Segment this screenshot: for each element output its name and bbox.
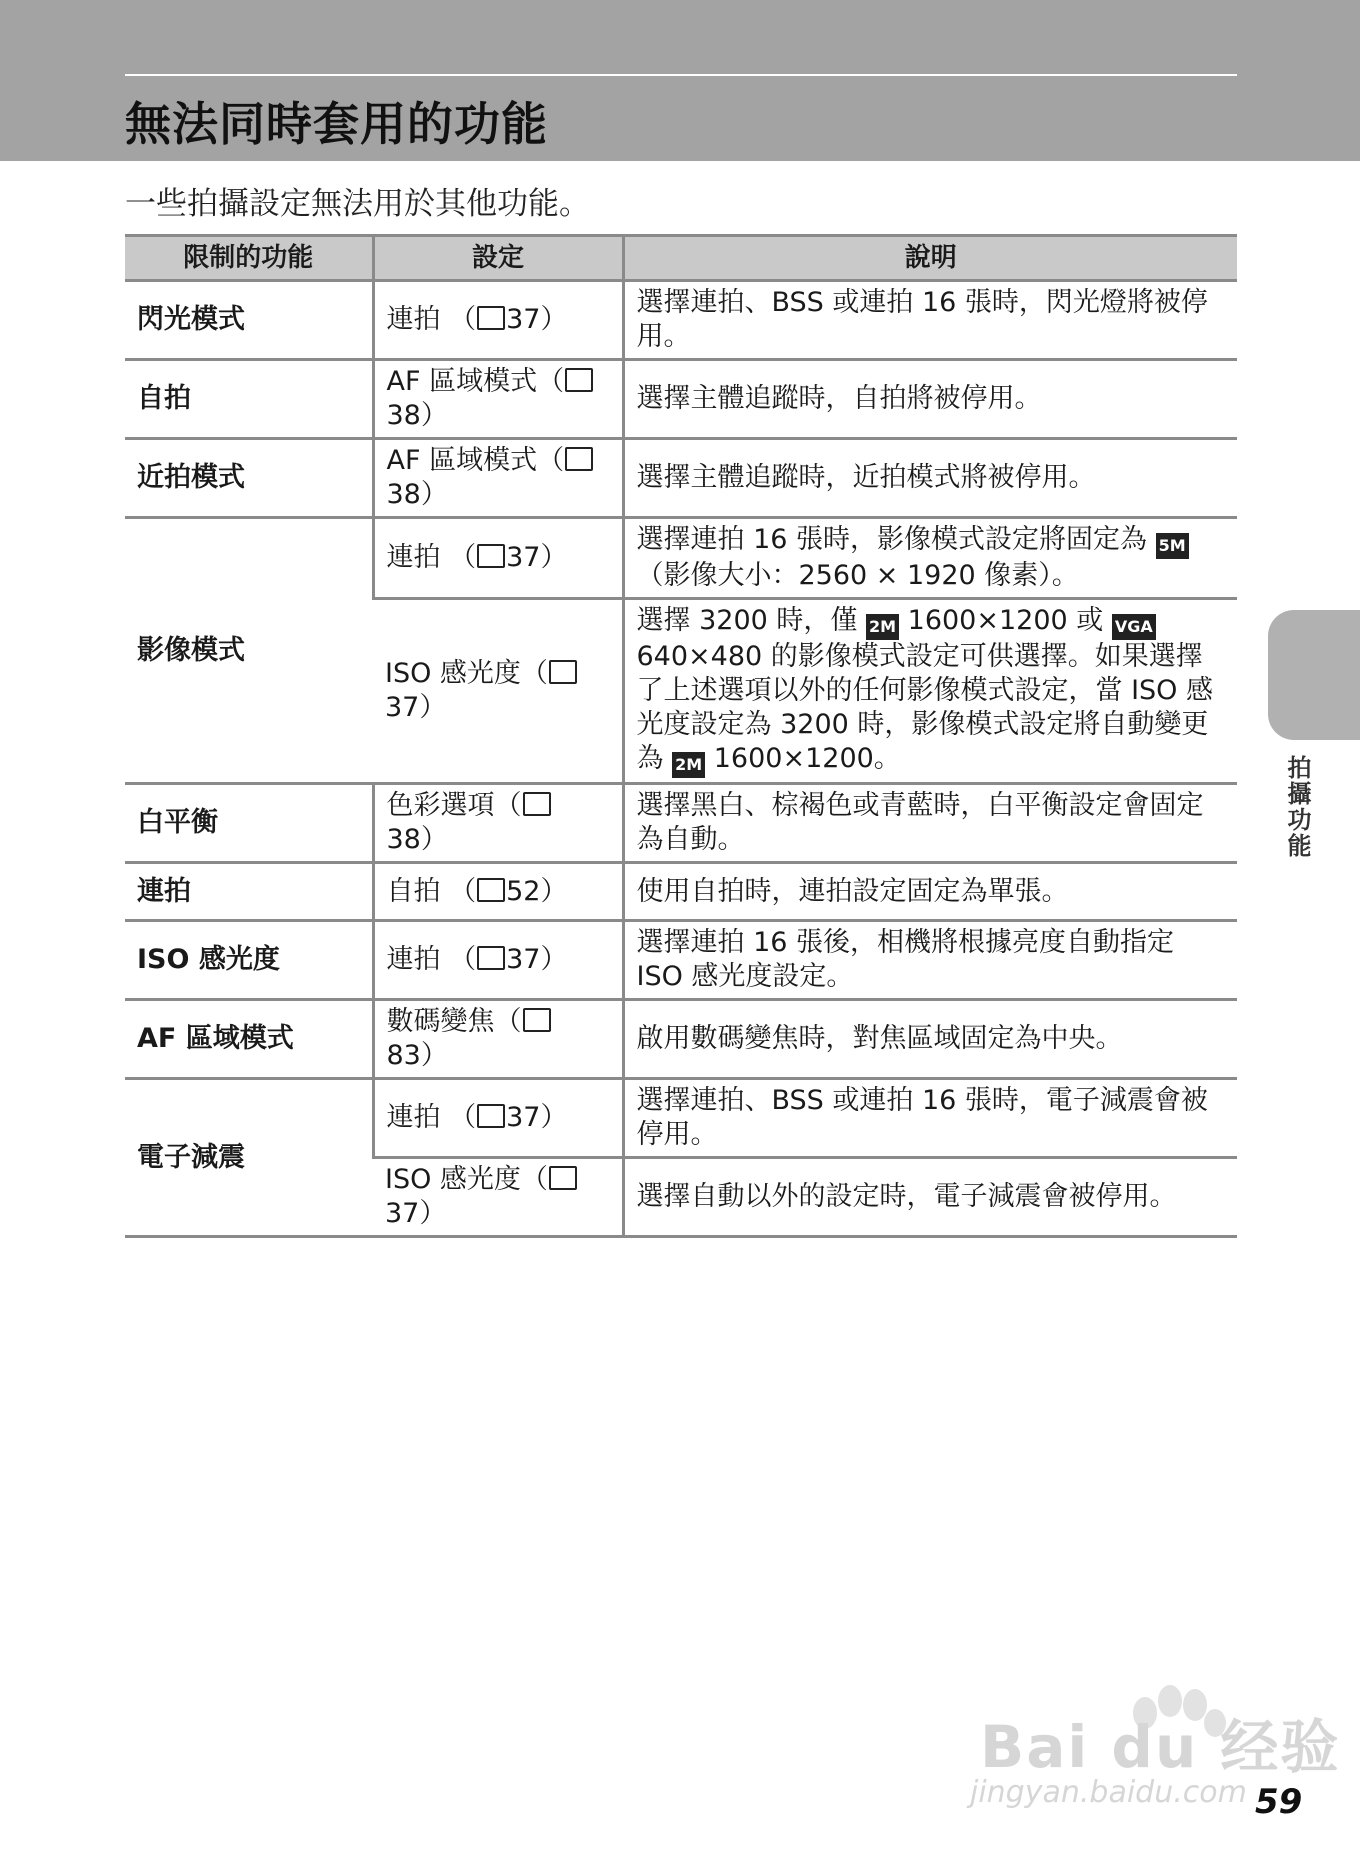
setting-cell	[373, 439, 623, 518]
image-mode-2m-icon: 2M	[672, 752, 705, 778]
setting-close: ）	[420, 479, 448, 510]
setting-text: 數碼變焦（	[386, 1006, 522, 1037]
table-row	[125, 281, 1237, 360]
table-row	[125, 921, 1237, 1000]
function-cell: ISO 感光度	[125, 921, 373, 1000]
setting-close: ）	[540, 542, 568, 573]
function-cell: 近拍模式	[125, 439, 373, 518]
function-cell: 影像模式	[125, 518, 373, 784]
page-ref: 38	[386, 824, 421, 855]
setting-close: ）	[540, 1102, 568, 1133]
setting-cell	[373, 360, 623, 439]
setting-text: 連拍 （	[386, 542, 477, 573]
setting-text: AF 區域模式（	[386, 366, 565, 397]
function-cell: 電子減震	[125, 1079, 373, 1237]
description-text: 選擇連拍 16 張時，影像模式設定將固定為	[636, 524, 1148, 555]
setting-text: 連拍 （	[386, 304, 477, 335]
description-cell: 選擇連拍、BSS 或連拍 16 張時，閃光燈將被停用。	[623, 281, 1237, 360]
header-setting: 設定	[373, 236, 623, 281]
description-cell	[623, 518, 1237, 599]
manual-ref-icon	[477, 544, 505, 568]
setting-cell	[373, 599, 623, 784]
watermark-logo: Bai du 经验	[980, 1713, 1341, 1781]
setting-cell	[373, 784, 623, 863]
page-title: 無法同時套用的功能	[125, 97, 548, 151]
description-text: 選擇 3200 時，僅	[636, 605, 858, 636]
setting-close: ）	[540, 875, 568, 907]
page-ref: 37	[385, 692, 420, 723]
description-cell: 選擇連拍、BSS 或連拍 16 張時，電子減震會被停用。	[623, 1079, 1237, 1158]
table-row	[125, 360, 1237, 439]
page-ref: 37	[506, 542, 541, 573]
description-text: 1600×1200 或	[907, 605, 1104, 636]
image-mode-5m-icon: 5M	[1156, 533, 1189, 559]
page-ref: 38	[386, 479, 421, 510]
setting-close: ）	[420, 1040, 448, 1071]
setting-cell	[373, 1079, 623, 1158]
setting-close: ）	[420, 824, 448, 855]
function-cell: 閃光模式	[125, 281, 373, 360]
setting-cell	[373, 281, 623, 360]
table-header-row	[125, 236, 1237, 281]
description-cell	[623, 599, 1237, 784]
manual-ref-icon	[565, 368, 593, 392]
setting-text: AF 區域模式（	[386, 445, 565, 476]
restriction-table	[125, 234, 1237, 1238]
setting-cell	[373, 1000, 623, 1079]
chapter-tab	[1268, 610, 1360, 740]
setting-cell	[373, 863, 623, 921]
setting-close: ）	[540, 944, 568, 975]
description-text: 1600×1200。	[713, 743, 901, 774]
header-function: 限制的功能	[125, 236, 373, 281]
description-text: （影像大小：2560 × 1920 像素）。	[636, 560, 1079, 591]
manual-ref-icon	[523, 792, 551, 816]
page-ref: 37	[506, 944, 541, 975]
description-cell: 選擇連拍 16 張後，相機將根據亮度自動指定 ISO 感光度設定。	[623, 921, 1237, 1000]
table-row	[125, 1079, 1237, 1158]
page-number: 59	[1255, 1782, 1303, 1822]
function-cell: 自拍	[125, 360, 373, 439]
manual-ref-icon	[477, 1104, 505, 1128]
description-cell: 使用自拍時，連拍設定固定為單張。	[623, 863, 1237, 921]
setting-cell	[373, 921, 623, 1000]
description-cell: 選擇自動以外的設定時，電子減震會被停用。	[623, 1158, 1237, 1237]
description-cell: 選擇黑白、棕褐色或青藍時，白平衡設定會固定為自動。	[623, 784, 1237, 863]
manual-ref-icon	[477, 306, 505, 330]
watermark-url: jingyan.baidu.com	[970, 1775, 1247, 1810]
manual-ref-icon	[549, 660, 577, 684]
description-text: 640×480 的影像模式設定可供選擇。如果選擇了上述選項以外的任何影像模式設定，當 ISO 感光度設定為 3200 時，影像模式設定將自動變更為	[636, 641, 1214, 774]
function-cell: AF 區域模式	[125, 1000, 373, 1079]
page-ref: 52	[506, 875, 541, 907]
manual-ref-icon	[565, 447, 593, 471]
setting-text: 連拍 （	[386, 944, 477, 975]
chapter-label: 拍攝功能	[1283, 755, 1311, 859]
setting-close: ）	[420, 400, 448, 431]
setting-text: 色彩選項（	[386, 790, 522, 821]
page-ref: 37	[385, 1198, 420, 1229]
description-cell: 選擇主體追蹤時，近拍模式將被停用。	[623, 439, 1237, 518]
setting-text: 自拍 （	[386, 875, 477, 907]
image-mode-vga-icon: VGA	[1112, 614, 1156, 640]
setting-cell	[373, 1158, 623, 1237]
description-cell: 選擇主體追蹤時，自拍將被停用。	[623, 360, 1237, 439]
table-row	[125, 439, 1237, 518]
description-cell: 啟用數碼變焦時，對焦區域固定為中央。	[623, 1000, 1237, 1079]
page-ref: 83	[386, 1040, 421, 1071]
page-ref: 37	[506, 1102, 541, 1133]
setting-text: ISO 感光度（	[385, 1164, 548, 1195]
manual-ref-icon	[549, 1166, 577, 1190]
table-row	[125, 784, 1237, 863]
page-ref: 38	[386, 400, 421, 431]
table-row	[125, 1000, 1237, 1079]
setting-text: 連拍 （	[386, 1102, 477, 1133]
function-cell: 連拍	[125, 863, 373, 921]
page-ref: 37	[506, 304, 541, 335]
setting-close: ）	[540, 304, 568, 335]
table-row	[125, 863, 1237, 921]
intro-text: 一些拍攝設定無法用於其他功能。	[125, 186, 590, 222]
image-mode-2m-icon: 2M	[866, 614, 899, 640]
header-rule	[125, 74, 1237, 76]
manual-ref-icon	[477, 946, 505, 970]
setting-close: ）	[419, 692, 447, 723]
setting-cell	[373, 518, 623, 599]
setting-close: ）	[419, 1198, 447, 1229]
manual-ref-icon	[477, 878, 505, 902]
function-cell: 白平衡	[125, 784, 373, 863]
manual-ref-icon	[523, 1008, 551, 1032]
table-row	[125, 518, 1237, 599]
setting-text: ISO 感光度（	[385, 658, 548, 689]
header-description: 說明	[623, 236, 1237, 281]
